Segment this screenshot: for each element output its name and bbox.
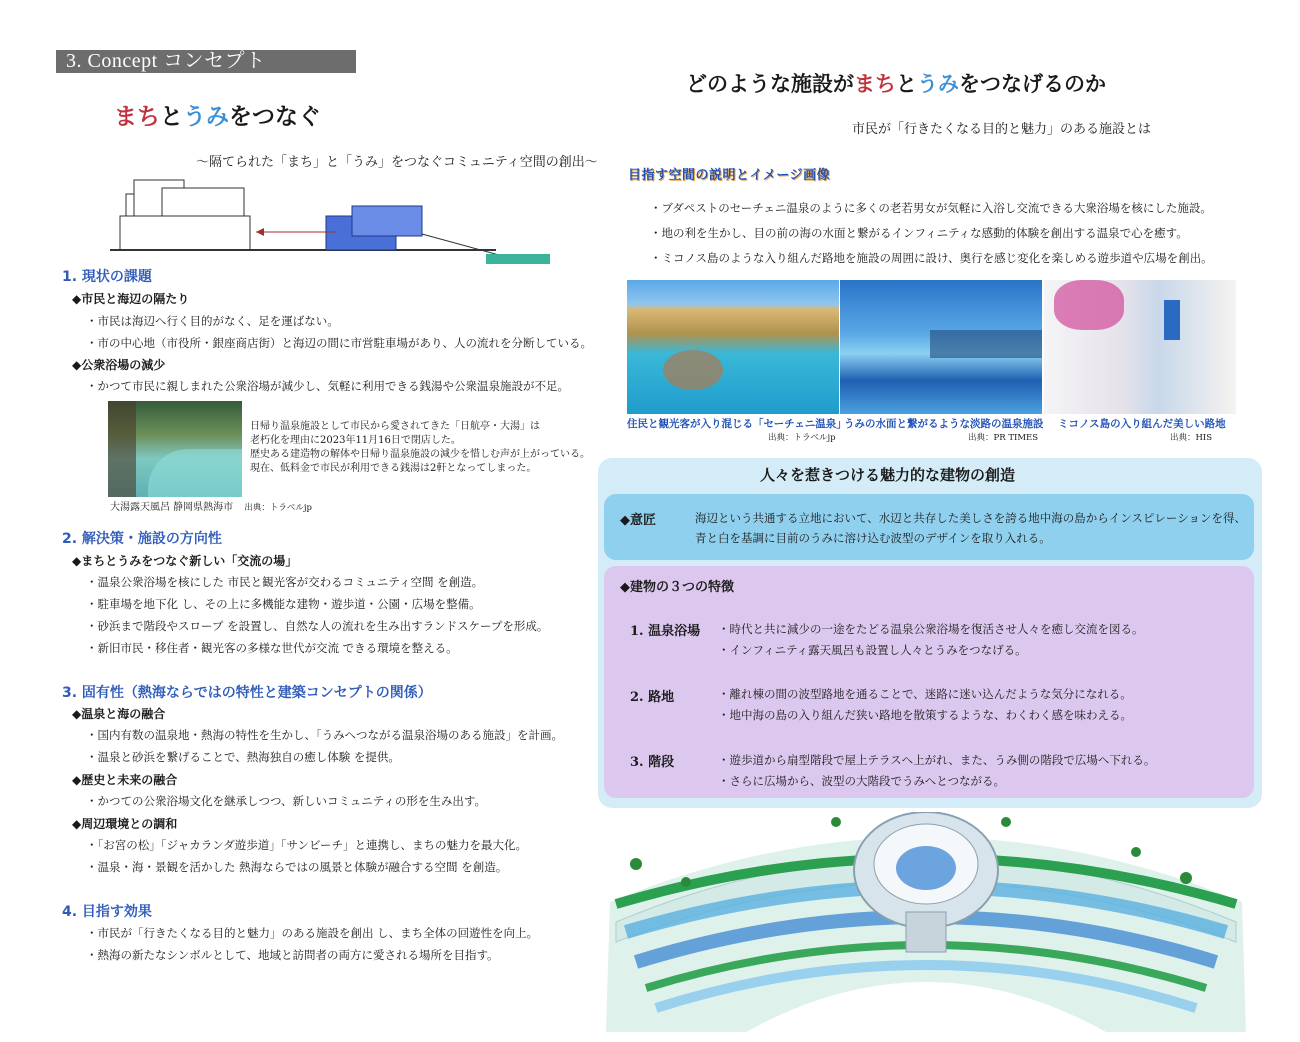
note-line-1: 日帰り温泉施設として市民から愛されてきた「日航亭・大湯」は: [250, 421, 540, 432]
right-bullet-3: ・ミコノス島のような入り組んだ路地を施設の周囲に設け、奥行を感じ変化を楽しめる遊歩道や広場を創出。: [650, 251, 1213, 265]
infinity-pool-photo: [840, 280, 1042, 414]
s4-heading: 4. 目指す効果: [62, 904, 152, 920]
s2-sub1: ◆まちとうみをつなぐ新しい「交流の場」: [72, 554, 298, 568]
design-label: ◆意匠: [620, 513, 656, 528]
right-title-a: どのような施設が: [686, 71, 854, 96]
s2-heading: 2. 解決策・施設の方向性: [62, 531, 222, 547]
s3-heading: 3. 固有性（熱海ならではの特性と建築コンセプトの関係）: [62, 685, 432, 701]
right-title-machi: まち: [854, 71, 896, 96]
photo2-source: 出典：PR TIMES: [968, 433, 1039, 443]
feature-2-line-1: ・離れ棟の間の波型路地を通ることで、迷路に迷い込んだような気分になれる。: [718, 687, 1132, 701]
title-umi: うみ: [183, 103, 229, 130]
section-diagram: [106, 176, 556, 268]
title-to: と: [160, 103, 183, 130]
feature-3-line-2: ・さらに広場から、波型の大階段でうみへとつながる。: [718, 774, 1006, 788]
right-title: [686, 68, 1106, 98]
onsen-photo: [108, 401, 242, 497]
feature-3-label: 3. 階段: [630, 755, 675, 770]
right-title-to: と: [896, 71, 917, 96]
s2-item2: ・駐車場を地下化 し、その上に多機能な建物・遊歩道・公園・広場を整備。: [86, 597, 481, 611]
feature-3-line-1: ・遊歩道から扇型階段で屋上テラスへ上がれ、また、うみ側の階段で広場へ下れる。: [718, 753, 1156, 767]
s2-item4: ・新旧市民・移住者・観光客の多様な世代が交流 できる環境を整える。: [86, 641, 458, 655]
note-line-2: 老朽化を理由に2023年11月16日で閉店した。: [250, 435, 461, 446]
s2-item3: ・砂浜まで階段やスロープ を設置し、自然な人の流れを生み出すランドスケープを形成。: [86, 619, 549, 633]
s3-sub3: ◆周辺環境との調和: [72, 817, 178, 831]
szechenyi-photo: [627, 280, 839, 414]
onsen-caption: [110, 501, 312, 515]
s1-item1: ・市民は海辺へ行く目的がなく、足を運ばない。: [86, 314, 339, 328]
s4-item1: ・市民が「行きたくなる目的と魅力」のある施設を創出 し、まち全体の回遊性を向上。: [86, 926, 539, 940]
note-line-4: 現在、低料金で市民が利用できる銭湯は2軒となってしまった。: [250, 463, 537, 474]
onsen-note: [250, 420, 590, 476]
right-bullet-1: ・ブダペストのセーチェニ温泉のように多くの老若男女が気軽に入浴し交流できる大衆浴場を核にした施設。: [650, 201, 1212, 215]
onsen-caption-text: 大湯露天風呂 静岡県熱海市: [110, 502, 234, 513]
mykonos-photo: [1044, 280, 1236, 414]
s3-sub1: ◆温泉と海の融合: [72, 707, 166, 721]
s1-sub1: ◆市民と海辺の隔たり: [72, 292, 190, 306]
panel-heading: 人々を惹きつける魅力的な建物の創造: [760, 466, 1016, 484]
photo1-caption: 住民と観光客が入り混じる「セーチェニ温泉」: [627, 418, 847, 430]
s3-item1: ・国内有数の温泉地・熱海の特性を生かし、「うみへつながる温泉浴場のある施設」を計画。: [86, 728, 564, 742]
s1-heading: 1. 現状の課題: [62, 269, 152, 285]
s1-item3: ・かつて市民に親しまれた公衆浴場が減少し、気軽に利用できる銭湯や公衆温泉施設が不足。: [86, 379, 569, 393]
photo3-caption: ミコノス島の入り組んだ美しい路地: [1058, 418, 1226, 430]
building-rendering: [606, 812, 1246, 1032]
s3-item5: ・温泉・海・景観を活かした 熱海ならではの風景と体験が融合する空間 を創造。: [86, 860, 508, 874]
design-box: [604, 494, 1254, 560]
concept-subtitle: ～隔てられた「まち」と「うみ」をつなぐコミュニティ空間の創出～: [196, 155, 598, 170]
features-label: ◆建物の３つの特徴: [620, 580, 734, 595]
right-subtitle: 市民が「行きたくなる目的と魅力」のある施設とは: [852, 122, 1152, 137]
right-title-b: をつなげるのか: [959, 71, 1106, 96]
feature-2-label: 2. 路地: [630, 690, 675, 705]
section-label: 3. Concept コンセプト: [56, 50, 356, 73]
feature-1-label: 1. 温泉浴場: [630, 624, 701, 639]
s1-item2: ・市の中心地（市役所・銀座商店街）と海辺の間に市営駐車場があり、人の流れを分断している。: [86, 336, 592, 350]
s3-sub2: ◆歴史と未来の融合: [72, 773, 178, 787]
feature-1-line-2: ・インフィニティ露天風呂も設置し人々とうみをつなげる。: [718, 643, 1027, 657]
title-rest: をつなぐ: [229, 103, 321, 130]
s2-item1: ・温泉公衆浴場を核にした 市民と観光客が交わるコミュニティ空間 を創造。: [86, 575, 484, 589]
title-machi: まち: [114, 103, 160, 130]
s1-sub2: ◆公衆浴場の減少: [72, 358, 166, 372]
photo3-source: 出典：HIS: [1170, 433, 1213, 443]
main-title: [114, 98, 321, 131]
design-text-2: 青と白を基調に目前のうみに溶け込む波型のデザインを取り入れる。: [695, 531, 1051, 545]
feature-2-line-2: ・地中海の島の入り組んだ狭い路地を散策するような、わくわく感を味わえる。: [718, 708, 1132, 722]
feature-1-line-1: ・時代と共に減少の一途をたどる温泉公衆浴場を復活させ人々を癒し交流を図る。: [718, 622, 1144, 636]
photo2-caption: うみの水面と繋がるような淡路の温泉施設: [844, 418, 1044, 430]
s3-item3: ・かつての公衆浴場文化を継承しつつ、新しいコミュニティの形を生み出す。: [86, 794, 486, 808]
photo1-source: 出典：トラベルjp: [768, 433, 836, 443]
right-bullet-2: ・地の利を生かし、目の前の海の水面と繋がるインフィニティな感動的体験を創出する温泉で心を癒す。: [650, 226, 1188, 240]
right-title-umi: うみ: [917, 71, 959, 96]
s3-item2: ・温泉と砂浜を繋げることで、熱海独自の癒し体験 を提供。: [86, 750, 400, 764]
s4-item2: ・熱海の新たなシンボルとして、地域と訪問者の両方に愛される場所を目指す。: [86, 948, 499, 962]
onsen-source: 出典：トラベルjp: [244, 503, 312, 513]
s3-item4: ・「お宮の松」「ジャカランダ遊歩道」「サンビーチ」と連携し、まちの魅力を最大化。: [86, 838, 528, 852]
image-heading: 目指す空間の説明とイメージ画像: [628, 168, 831, 183]
note-line-3: 歴史ある建造物の解体や日帰り温泉施設の減少を惜しむ声が上がっている。: [250, 449, 590, 460]
design-text-1: 海辺という共通する立地において、水辺と共存した美しさを誇る地中海の島からインスピレーションを得、: [695, 511, 1246, 525]
